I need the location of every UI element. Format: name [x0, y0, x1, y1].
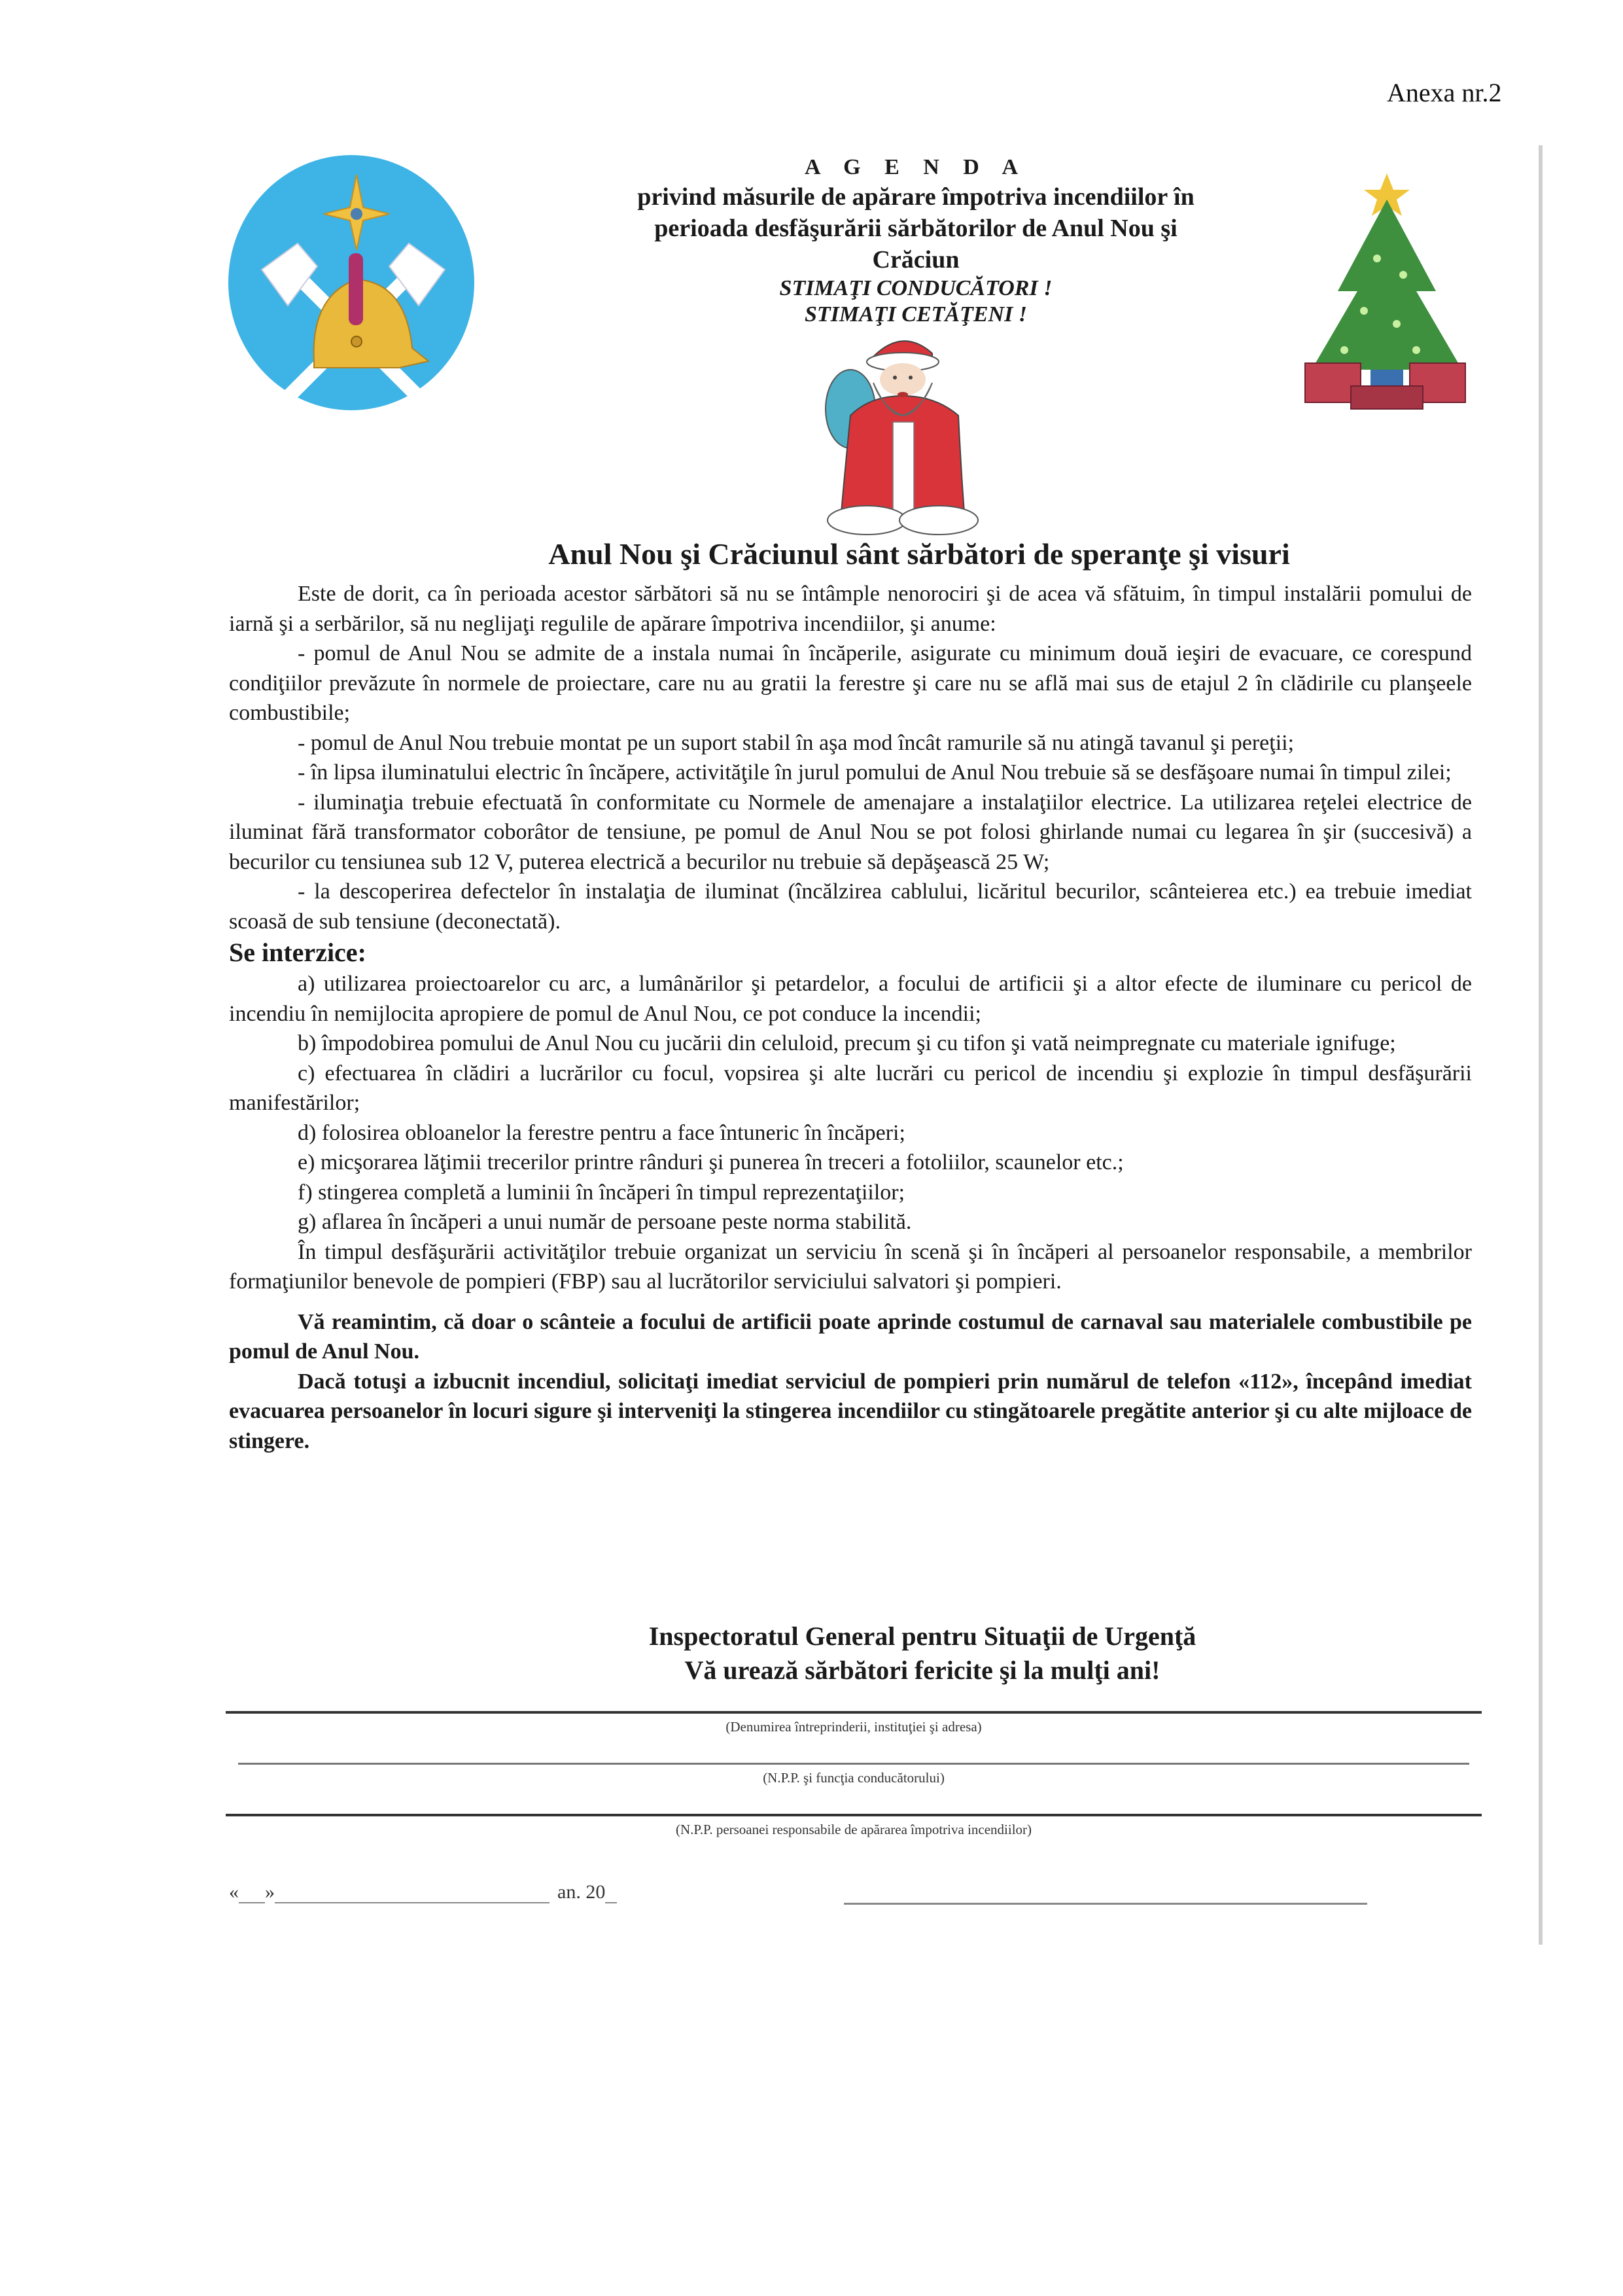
fire-service-emblem [226, 152, 478, 412]
agenda-subtitle-2: perioada desfăşurării sărbătorilor de Anul Nou şi [654, 215, 1178, 242]
year-field[interactable] [605, 1882, 617, 1903]
date-row [229, 1881, 617, 1903]
main-title: Anul Nou şi Crăciunul sânt sărbători de speranţe şi visuri [548, 537, 1290, 571]
body-text [229, 579, 1472, 1456]
field-caption-responsible: (N.P.P. persoanei responsabile de apărarea împotriva incendiilor) [675, 1822, 1032, 1837]
christmas-tree-illustration [1279, 160, 1495, 422]
agenda-title: A G E N D A [804, 155, 1028, 179]
rule-item: - iluminaţia trebuie efectuată în conformitate cu Normele de amenajare a instalaţiilor electrice. La utilizarea reţelei electrice de iluminat fără transformator coborâtor de tensiune, pe pomul de Anul Nou se pot folosi ghirlande numai cu legarea în şir (succesivă) a becurilor cu tensiunea sub 12 V, puterea electrică a becurilor nu trebuie să depăşească 25 W; [229, 790, 1472, 874]
prohibited-item: g) aflarea în încăperi a unui număr de persoane peste norma stabilită. [298, 1210, 912, 1234]
prohibited-item: a) utilizarea proiectoarelor cu arc, a lumânărilor şi petardelor, a focului de artificii şi a altor efecte de iluminare cu pericol de incendiu în nemijlocita apropiere de pomul de Anul Nou, ce pot conduce la incendii; [229, 972, 1472, 1026]
prohibited-item: c) efectuarea în clădiri a lucrărilor cu focul, vopsirea şi alte lucrări cu pericol de incendiu şi explozie în timpul desfăşurării manifestărilor; [229, 1061, 1472, 1115]
agenda-header [563, 154, 1269, 328]
reminder-paragraph: Vă reamintim, că doar o scânteie a focului de artificii poate aprinde costumul de carnaval sau materialele combustibile pe pomul de Anul Nou. [229, 1309, 1472, 1364]
field-line-manager[interactable] [238, 1763, 1469, 1765]
agenda-subtitle-1: privind măsurile de apărare împotriva incendiilor în [637, 183, 1195, 211]
organization-name: Inspectoratul General pentru Situaţii de Urgenţă [648, 1621, 1196, 1651]
agenda-subtitle-3: Crăciun [872, 246, 960, 274]
greeting-leaders: STIMAŢI CONDUCĂTORI ! [779, 276, 1053, 300]
greeting-citizens: STIMAŢI CETĂŢENI ! [804, 302, 1028, 327]
date-open-quote: « [229, 1881, 239, 1903]
prohibited-heading: Se interzice: [229, 938, 366, 967]
annex-number: Anexa nr.2 [1387, 78, 1502, 107]
year-label: an. 20 [557, 1881, 606, 1903]
form-fields [226, 1711, 1482, 1865]
scan-edge-line [1539, 145, 1543, 1945]
day-field[interactable] [239, 1882, 265, 1903]
rule-item: - în lipsa iluminatului electric în încăpere, activităţile în jurul pomului de Anul Nou trebuie să se desfăşoare numai în timpul zilei; [298, 760, 1452, 785]
intro-paragraph: Este de dorit, ca în perioada acestor sărbători să nu se întâmple nenorociri şi de acea vă sfătuim, în timpul instalării pomului de iarnă şi a serbărilor, să nu neglijaţi regulile de apărare împotriva incendiilor, şi anume: [229, 582, 1472, 636]
rule-item: - pomul de Anul Nou trebuie montat pe un suport stabil în aşa mod încât ramurile să nu atingă tavanul şi pereţii; [298, 730, 1295, 755]
month-field[interactable] [275, 1882, 550, 1903]
signature-line[interactable] [844, 1903, 1367, 1905]
rule-item: - la descoperirea defectelor în instalaţia de iluminat (încălzirea cablului, licăritul becurilor, scânteierea etc.) ea trebuie imediat scoasă de sub tensiune (deconectată). [229, 879, 1472, 934]
field-caption-manager: (N.P.P. şi funcţia conducătorului) [763, 1770, 945, 1786]
prohibited-item: f) stingerea completă a luminii în încăperi în timpul reprezentaţiilor; [298, 1180, 905, 1205]
signature-block [563, 1619, 1282, 1687]
emergency-paragraph: Dacă totuşi a izbucnit incendiul, solicitaţi imediat serviciul de pompieri prin numărul de telefon «112», începând imediat evacuarea persoanelor în locuri sigure şi interveniţi la stingerea incendiilor cu stingătoarele pregătite anterior şi cu alte mijloace de stingere. [229, 1369, 1472, 1453]
holiday-wish: Vă urează sărbători fericite şi la mulţi ani! [684, 1655, 1161, 1685]
rule-item: - pomul de Anul Nou se admite de a instala numai în încăperile, asigurate cu minimum două ieşiri de evacuare, ce corespund condiţiilor prevăzute în normele de proiectare, care nu au gratii la ferestre şi care nu se află mai sus de etajul 2 în clădirile cu planşeele combustibile; [229, 641, 1472, 725]
field-line-enterprise[interactable] [226, 1711, 1482, 1714]
field-line-responsible[interactable] [226, 1814, 1482, 1816]
service-paragraph: În timpul desfăşurării activităţilor trebuie organizat un serviciu în scenă şi în încăperi al persoanelor responsabile, a membrilor formaţiunilor benevole de pompieri (FBP) sau al lucrătorilor serviciului salvatori şi pompieri. [229, 1239, 1472, 1294]
prohibited-item: d) folosirea obloanelor la ferestre pentru a face întuneric în încăperi; [298, 1120, 905, 1145]
prohibited-item: e) micşorarea lăţimii trecerilor printre rânduri şi punerea în treceri a fotoliilor, scaunelor etc.; [298, 1150, 1124, 1174]
prohibited-item: b) împodobirea pomului de Anul Nou cu jucării din celuloid, precum şi cu tifon şi vată neimpregnate cu materiale ignifuge; [298, 1031, 1396, 1055]
field-caption-enterprise: (Denumirea întreprinderii, instituţiei şi adresa) [725, 1719, 982, 1735]
santa-claus-illustration [805, 317, 1001, 540]
date-close-quote: » [265, 1881, 275, 1903]
